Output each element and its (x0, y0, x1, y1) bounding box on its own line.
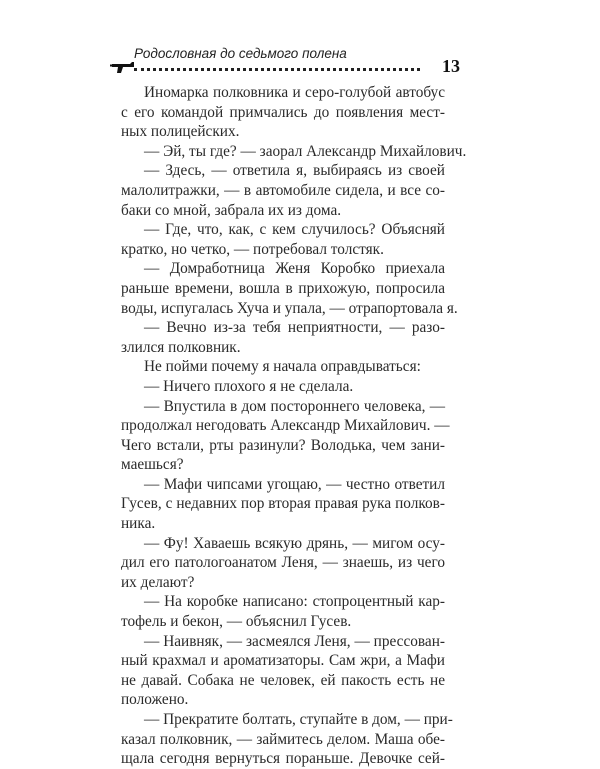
text-line: — Прекратите болтать, ступайте в дом, — при- (144, 711, 453, 728)
text-line: — Домработница Женя Коробко приехала (144, 260, 445, 278)
dotted-rule (134, 68, 420, 71)
page-number: 13 (442, 56, 460, 76)
text-line: тофель и бекон, — объяснил Гусев. (121, 613, 352, 631)
text-line: раньше времени, вошла в прихожую, попросила (121, 279, 445, 297)
text-line: Не пойми почему я начала оправдываться: (144, 358, 421, 376)
text-line: — Наивняк, — засмеялся Леня, — прессован- (144, 632, 445, 650)
running-title: Родословная до седьмого полена (134, 46, 347, 61)
text-line: их делают? (121, 573, 195, 591)
text-line: ника. (121, 515, 156, 533)
text-line: не давай. Собака не человек, ей пакость есть не (121, 671, 445, 689)
text-line: казал полковник, — займитесь делом. Маша обе- (121, 730, 445, 748)
text-line: — Ничего плохого я не сделала. (144, 377, 354, 395)
text-line: положено. (121, 691, 189, 709)
text-line: ных полицейских. (121, 123, 240, 141)
text-line: малолитражки, — в автомобиле сидела, и все со- (121, 181, 445, 199)
text-line: — На коробке написано: стопроцентный кар- (144, 593, 445, 611)
text-line: кратко, но четко, — потребовал толстяк. (121, 240, 384, 258)
body-text (121, 83, 467, 769)
pistol-icon (110, 60, 136, 76)
text-line: воды, испугалась Хуча и упала, — отрапортовала я. (121, 299, 458, 317)
text-line: щала сегодня вернуться пораньше. Девочке сей- (121, 750, 445, 768)
text-line: баки со мной, забрала их из дома. (121, 201, 342, 219)
text-line: Иномарка полковника и серо-голубой автобус (144, 84, 445, 101)
text-line: продолжал негодовать Александр Михайлович. — (121, 417, 450, 435)
text-line: маешься? (121, 456, 184, 474)
running-header (110, 46, 460, 80)
text-line: с его командой примчались до появления мест- (121, 103, 445, 121)
text-line: дил его патологоанатом Леня, — знаешь, из чего (121, 554, 445, 572)
text-line: — Вечно из-за тебя неприятности, — разо- (144, 319, 445, 337)
text-line: — Впустила в дом постороннего человека, — (144, 397, 445, 415)
text-line: — Фу! Хаваешь всякую дрянь, — мигом осу- (144, 534, 445, 552)
text-line: ный крахмал и ароматизаторы. Сам жри, а Мафи (121, 652, 445, 670)
text-line: злился полковник. (121, 338, 241, 356)
text-line: Гусев, с недавних пор вторая правая рука полков- (121, 495, 445, 513)
text-line: — Эй, ты где? — заорал Александр Михайлович. (144, 142, 467, 160)
text-line: — Где, что, как, с кем случилось? Объясняй (144, 221, 445, 239)
text-line: — Мафи чипсами угощаю, — честно ответил (144, 475, 445, 493)
text-line: Чего встали, рты разинули? Володька, чем зани- (121, 436, 445, 454)
text-line: — Здесь, — ответила я, выбираясь из своей (144, 162, 445, 180)
